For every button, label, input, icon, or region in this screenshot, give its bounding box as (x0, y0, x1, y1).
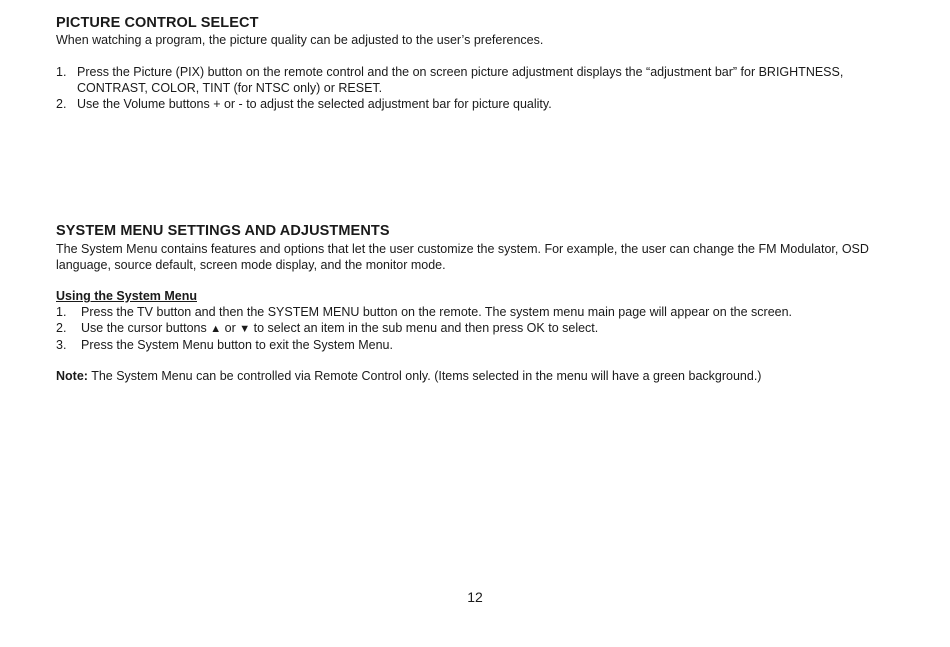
list-item (56, 64, 901, 96)
step-number: 1. (56, 305, 67, 319)
subheading-using-system-menu: Using the System Menu (56, 289, 197, 303)
section-heading-system-menu: SYSTEM MENU SETTINGS AND ADJUSTMENTS (56, 223, 390, 239)
step-text: Press the TV button and then the SYSTEM MENU button on the remote. The system menu main page will appear on the screen. (81, 305, 793, 319)
section-intro-picture-control: When watching a program, the picture quality can be adjusted to the user’s preferences. (56, 33, 544, 47)
note-paragraph (56, 368, 901, 384)
step-number: 2. (56, 321, 67, 335)
up-arrow-icon: ▲ (210, 323, 222, 335)
note-text: The System Menu can be controlled via Remote Control only. (Items selected in the menu will have a green background.) (91, 369, 762, 383)
page-number: 12 (467, 589, 483, 605)
step-text: Use the cursor buttons (81, 321, 207, 335)
down-arrow-icon: ▼ (239, 323, 251, 335)
step-text: Press the Picture (PIX) button on the remote control and the on screen picture adjustment displays the “adjustment bar” for BRIGHTNESS, CONTRAST, COLOR, TINT (for NTSC only) or RESET. (77, 65, 844, 95)
picture-control-steps (56, 64, 901, 112)
step-text-or: or (224, 321, 236, 335)
section-heading-picture-control: PICTURE CONTROL SELECT (56, 15, 259, 31)
list-item (56, 337, 901, 353)
note-label: Note: (56, 369, 88, 383)
list-item (56, 96, 901, 112)
system-menu-steps (56, 304, 901, 353)
section-intro-system-menu: The System Menu contains features and options that let the user customize the system. For example, the user can change the FM Modulator, OSD language, source default, screen mode display, and the monitor mode. (56, 242, 869, 272)
step-text: Press the System Menu button to exit the System Menu. (81, 338, 393, 352)
document-page (56, 0, 901, 647)
step-text: to select an item in the sub menu and then press OK to select. (253, 321, 599, 335)
step-text: Use the Volume buttons + or - to adjust the selected adjustment bar for picture quality. (77, 97, 552, 111)
step-number: 2. (56, 97, 67, 111)
list-item (56, 320, 901, 337)
step-number: 1. (56, 65, 67, 79)
list-item (56, 304, 901, 320)
step-number: 3. (56, 338, 67, 352)
